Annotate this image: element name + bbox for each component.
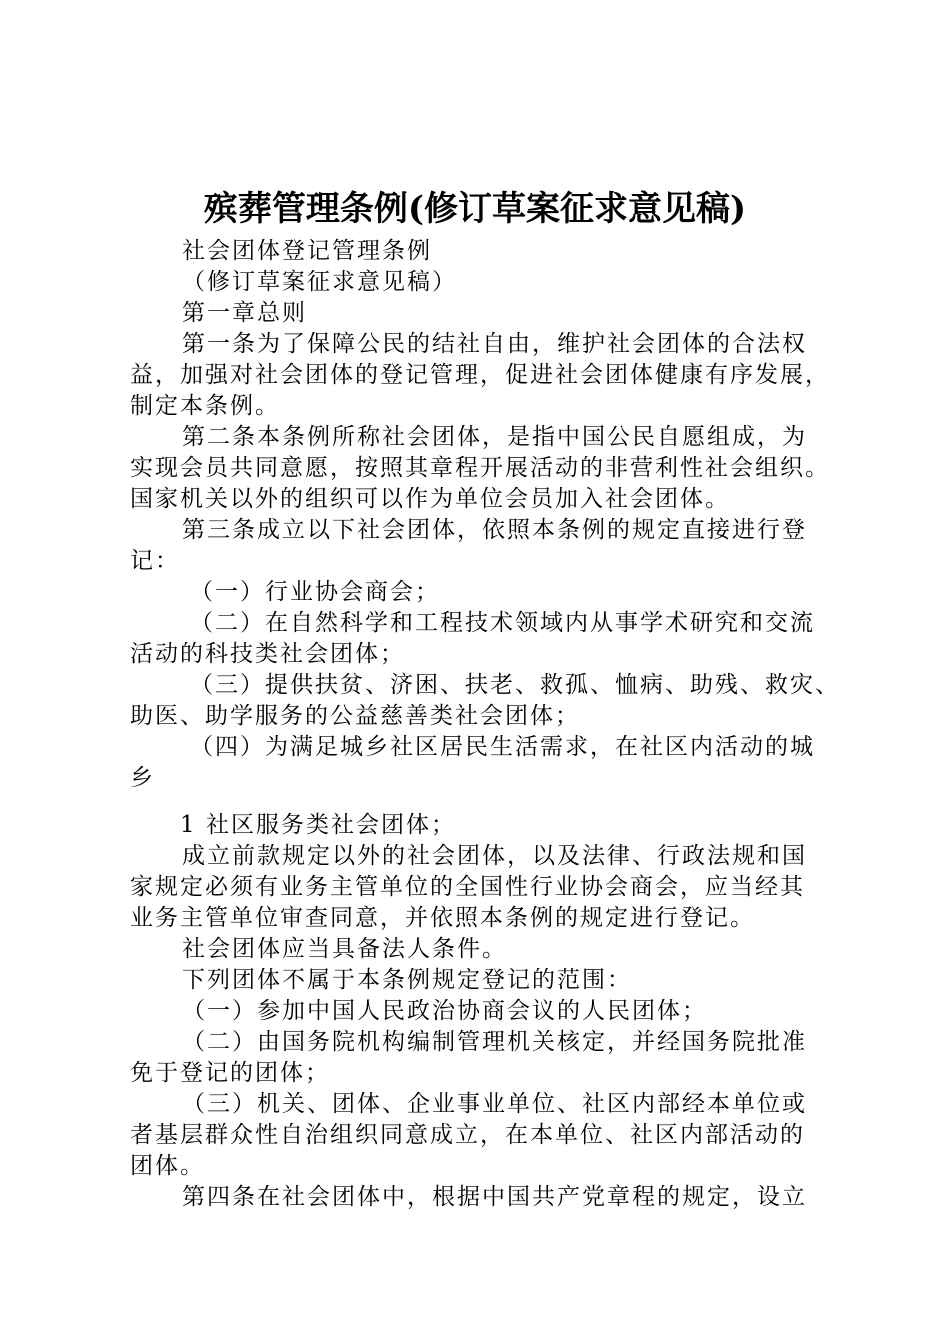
list-item-line: （一）参加中国人民政治协商会议的人民团体；: [182, 998, 707, 1024]
subtitle-draft-line: （修订草案征求意见稿）: [182, 269, 457, 295]
paragraph-line: 家规定必须有业务主管单位的全国性行业协会商会，应当经其: [130, 874, 805, 900]
document-body: [130, 236, 850, 1213]
chapter-heading: 第一章总则: [182, 300, 307, 326]
paragraph-line: 第三条成立以下社会团体，依照本条例的规定直接进行登: [182, 517, 807, 543]
paragraph-line: 记：: [130, 548, 180, 574]
paragraph-line: 第四条在社会团体中，根据中国共产党章程的规定，设立: [182, 1184, 807, 1210]
list-item-line: 者基层群众性自治组织同意成立，在本单位、社区内部活动的: [130, 1122, 805, 1148]
paragraph-line: 下列团体不属于本条例规定登记的范围：: [182, 967, 632, 993]
paragraph-line: 第一条为了保障公民的结社自由，维护社会团体的合法权: [182, 331, 807, 357]
list-item-line: （三）机关、团体、企业事业单位、社区内部经本单位或: [182, 1091, 807, 1117]
list-item-line: （四）为满足城乡社区居民生活需求，在社区内活动的城: [190, 734, 815, 760]
paragraph-line: 实现会员共同意愿，按照其章程开展活动的非营利性社会组织。: [130, 455, 830, 481]
paragraph-line: 1 社区服务类社会团体；: [180, 812, 456, 838]
paragraph-line: 成立前款规定以外的社会团体，以及法律、行政法规和国: [182, 843, 807, 869]
list-item-line: （三）提供扶贫、济困、扶老、救孤、恤病、助残、救灾、: [190, 672, 840, 698]
list-item-line: （二）由国务院机构编制管理机关核定，并经国务院批准: [182, 1029, 807, 1055]
paragraph-line: 益，加强对社会团体的登记管理，促进社会团体健康有序发展，: [130, 362, 830, 388]
paragraph-line: 第二条本条例所称社会团体，是指中国公民自愿组成，为: [182, 424, 807, 450]
document-title: 殡葬管理条例(修订草案征求意见稿): [203, 189, 747, 229]
list-item-line: （二）在自然科学和工程技术领域内从事学术研究和交流: [190, 610, 815, 636]
subtitle-line: 社会团体登记管理条例: [182, 238, 432, 264]
list-item-line: 活动的科技类社会团体；: [130, 641, 405, 667]
list-item-line: 助医、助学服务的公益慈善类社会团体；: [130, 703, 580, 729]
paragraph-line: 制定本条例。: [130, 393, 280, 419]
list-item-line: 团体。: [130, 1153, 205, 1179]
paragraph-line: 国家机关以外的组织可以作为单位会员加入社会团体。: [130, 486, 730, 512]
paragraph-line: 业务主管单位审查同意，并依照本条例的规定进行登记。: [130, 905, 755, 931]
paragraph-line: 社会团体应当具备法人条件。: [182, 936, 507, 962]
list-item-line: 免于登记的团体；: [130, 1060, 330, 1086]
list-item-line: 乡: [130, 765, 155, 791]
list-item-line: （一）行业协会商会；: [190, 579, 440, 605]
